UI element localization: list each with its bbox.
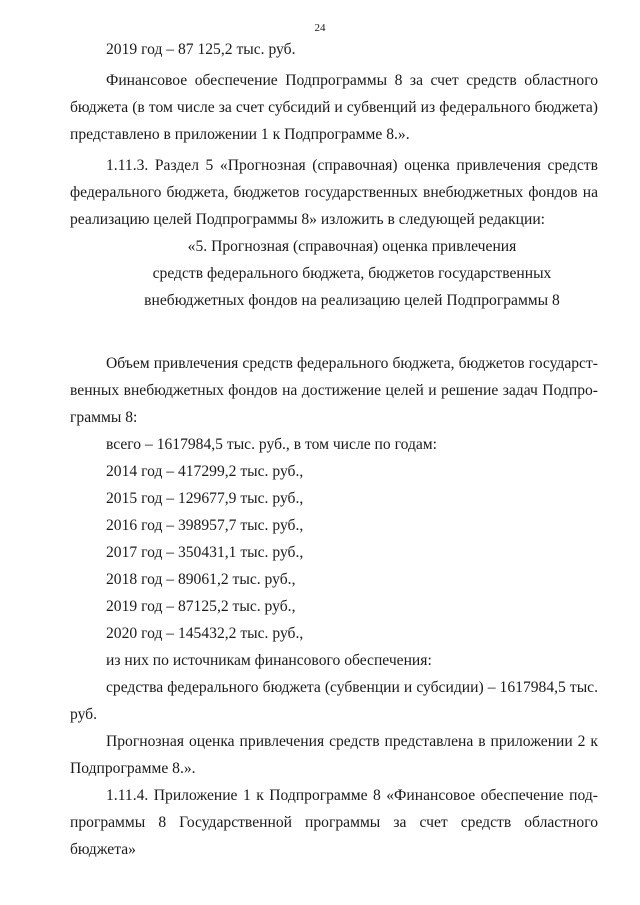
- year-line-2019: 2019 год – 87125,2 тыс. руб.,: [106, 598, 296, 615]
- paragraph-appendix: 1.11.4. Приложение 1 к Подпрограмме 8 «Финансовое обеспечение под-программы 8 Государственной программы за счет средств областного бюджета»: [70, 787, 598, 858]
- paragraph-volume: Объем привлечения средств федерального бюджета, бюджетов государст-венных внебюджетных фондов на достижение целей и решение задач Подпро-граммы 8:: [70, 355, 598, 426]
- section-heading: [70, 233, 598, 314]
- year-line-2015: 2015 год – 129677,9 тыс. руб.,: [106, 490, 304, 507]
- paragraph-financing: Финансовое обеспечение Подпрограммы 8 за счет средств областного бюджета (в том числе за счет субсидий и субвенций из федерального бюджета) представлено в приложении 1 к Подпрограмме 8.».: [70, 72, 598, 143]
- year-line-2014: 2014 год – 417299,2 тыс. руб.,: [106, 463, 304, 480]
- document-body: [70, 36, 598, 863]
- heading-line-3: внебюджетных фондов на реализацию целей Подпрограммы 8: [144, 292, 560, 309]
- years-list: [70, 458, 598, 647]
- paragraph-estimate: Прогнозная оценка привлечения средств представлена в приложении 2 к Подпрограмме 8.».: [70, 733, 598, 777]
- year-line-2020: 2020 год – 145432,2 тыс. руб.,: [106, 625, 304, 642]
- heading-line-2: средств федерального бюджета, бюджетов государственных: [152, 265, 552, 282]
- year-line-2016: 2016 год – 398957,7 тыс. руб.,: [106, 517, 304, 534]
- heading-line-1: «5. Прогнозная (справочная) оценка привлечения: [187, 238, 517, 255]
- paragraph-federal-funds: средства федерального бюджета (субвенции и субсидии) – 1617984,5 тыс. руб.: [70, 679, 598, 723]
- page-number: 24: [314, 22, 326, 34]
- sources-line: из них по источникам финансового обеспечения:: [106, 652, 432, 669]
- top-line: 2019 год – 87 125,2 тыс. руб.: [106, 41, 296, 58]
- year-line-2017: 2017 год – 350431,1 тыс. руб.,: [106, 544, 304, 561]
- total-line: всего – 1617984,5 тыс. руб., в том числе по годам:: [106, 436, 437, 453]
- paragraph-section-5: 1.11.3. Раздел 5 «Прогнозная (справочная) оценка привлечения средств федерального бюджета, бюджетов государственных внебюджетных фондов на реализацию целей Подпрограммы 8» изложить в следующей редакции:: [70, 157, 598, 228]
- year-line-2018: 2018 год – 89061,2 тыс. руб.,: [106, 571, 296, 588]
